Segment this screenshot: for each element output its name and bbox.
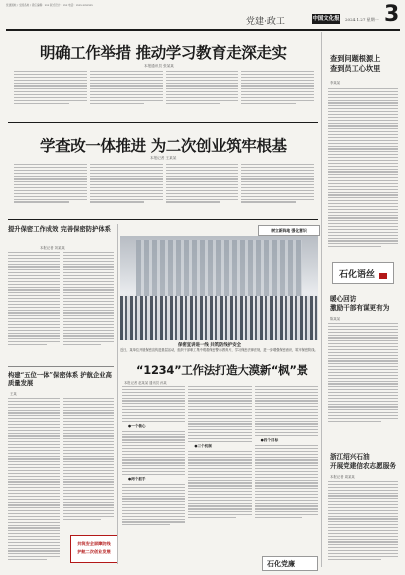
article5-body (122, 386, 318, 566)
article4-byline: 王某 (10, 392, 17, 396)
footer-logo-text: 石化党廉 (267, 560, 295, 568)
article5-headline: “1234”工作法打造大漠新“枫”景 (136, 363, 308, 377)
sidebar-mid-headline-line1: 暖心回访 (330, 295, 357, 303)
issue-date: 2024.1.27 星期一 (345, 17, 379, 22)
article2-headline: 学查改一体推进 为二次创业筑牢根基 (40, 137, 287, 155)
bottom-ad-line2: 护航二次创业发展 (77, 549, 111, 554)
sidebar-top-body (328, 88, 398, 249)
sidebar-bottom-body (328, 481, 398, 562)
column-logo-text: 石化语丝 (339, 270, 376, 280)
footer-logo (262, 556, 318, 571)
sidebar-bottom-headline-line2: 开展党建信农志愿服务 (330, 462, 396, 470)
photo-caption-title: 保密宣讲进一线 共筑防线护安全 (178, 343, 241, 348)
bottom-ad-line1: 共筑安全屏障防线 (77, 541, 111, 546)
column-logo-red-mark (379, 273, 387, 279)
sidebar-mid-body (328, 323, 398, 424)
sidebar-mid-headline (330, 295, 398, 313)
sidebar-mid-headline-line2: 激励干部有谋更有为 (330, 304, 390, 312)
photo-caption: 近日，某单位开展保密宣传进基层活动，组织干部职工集中观看保密警示教育片，学习保密法律法规，进一步增强保密意识，筑牢保密防线。 (120, 348, 318, 352)
article3-byline: 本报记者 刘某某 (40, 246, 65, 250)
sidebar-bottom-byline: 本报记者 周某某 (330, 475, 355, 479)
page-number: 3 (384, 2, 400, 27)
left-column-divider (117, 224, 118, 564)
photo-label: 树立新阵地 强化意识 (258, 225, 320, 236)
column-logo (332, 262, 394, 284)
article3-headline: 提升保密工作成效 完善保密防护体系 (8, 226, 111, 233)
article4-headline: 构建“五位一体”保密体系 护航企业高质量发展 (8, 372, 112, 387)
article5-subhead-2: ●两个抓手 (128, 477, 146, 481)
sidebar-top-headline (330, 54, 398, 74)
article2-rule (8, 219, 318, 220)
header-left-info: 党建园地 / 全国各地 / 责任编辑：xxx 版式设计：xxx 电话：xxxx-xxxxxxx (6, 4, 93, 7)
photo-crowd (120, 296, 318, 340)
sidebar-bottom-headline-line1: 浙江绍兴石油 (330, 453, 370, 461)
news-photo (120, 236, 318, 340)
section-title: 党建·政工 (246, 17, 285, 27)
sidebar-mid-byline: 陈某某 (330, 317, 341, 321)
article3-body (8, 252, 114, 347)
article1-byline: 本报通讯员 张某某 (144, 64, 174, 68)
article5-subhead-4: ●四个目标 (260, 438, 279, 443)
article1-headline: 明确工作举措 推动学习教育走深走实 (40, 44, 287, 62)
paper-name-logo: 中国文化报 (312, 16, 340, 22)
sidebar-divider (321, 32, 322, 567)
article5-subhead-1: ●一个核心 (128, 423, 146, 428)
sidebar-top-headline-line2: 查到员工心坎里 (330, 64, 381, 73)
sidebar-top-byline: 李某某 (330, 81, 341, 85)
article5-byline: 本报记者 赵某某 通讯员 孙某 (124, 381, 167, 385)
article1-rule (8, 122, 318, 123)
sidebar-top-headline-line1: 查到问题根源上 (330, 54, 381, 63)
masthead-rule (6, 29, 400, 31)
article1-body (14, 71, 314, 115)
article2-byline: 本报记者 王某某 (150, 156, 177, 160)
article3-rule (8, 366, 114, 367)
sidebar-bottom-headline (330, 453, 398, 471)
bottom-ad-box (70, 535, 118, 563)
article2-body (14, 164, 314, 212)
photo-building (136, 240, 302, 296)
article5-subhead-3: ●三个机制 (194, 443, 212, 448)
